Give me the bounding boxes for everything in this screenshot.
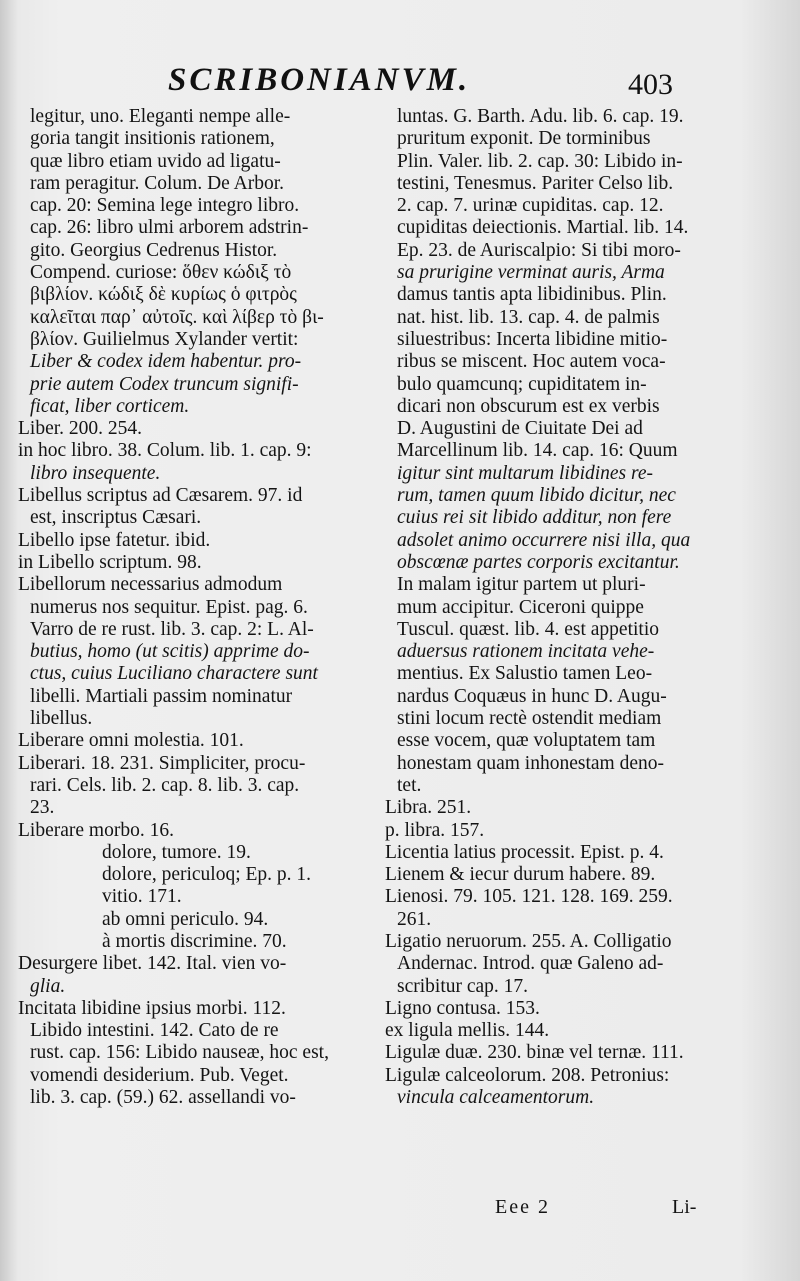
left-column-line: Incitata libidine ipsius morbi. 112.: [18, 997, 286, 1019]
right-column-line: vincula calceamentorum.: [397, 1087, 595, 1109]
right-column-line: nat. hist. lib. 13. cap. 4. de palmis: [397, 306, 660, 328]
right-column-line: Andernac. Introd. quæ Galeno ad-: [397, 953, 664, 975]
left-column-line: ficat, liber corticem.: [30, 395, 190, 417]
right-column-line: D. Augustini de Ciuitate Dei ad: [397, 418, 643, 440]
right-column-line: cuius rei sit libido additur, non fere: [397, 507, 672, 529]
left-column-line: ab omni periculo. 94.: [102, 908, 269, 930]
left-column-line: prie autem Codex truncum signifi-: [30, 373, 299, 395]
left-column-line: in Libello scriptum. 98.: [18, 551, 202, 573]
left-column-line: Liberare omni molestia. 101.: [18, 730, 244, 752]
left-column-line: libro insequente.: [30, 462, 161, 484]
right-column-line: mum accipitur. Ciceroni quippe: [397, 596, 644, 618]
right-column-line: siluestribus: Incerta libidine mitio-: [397, 328, 668, 350]
right-column-line: Ligulæ duæ. 230. binæ vel ternæ. 111.: [385, 1042, 684, 1064]
right-column-line: sa prurigine verminat auris, Arma: [397, 262, 665, 284]
right-column-line: ex ligula mellis. 144.: [385, 1020, 550, 1042]
left-column-line: Libello ipse fatetur. ibid.: [18, 529, 211, 551]
left-column-line: rari. Cels. lib. 2. cap. 8. lib. 3. cap.: [30, 774, 300, 796]
right-column-line: adsolet animo occurrere nisi illa, qua: [397, 529, 691, 551]
left-column-line: 23.: [30, 797, 55, 819]
left-column-line: Liberari. 18. 231. Simpliciter, procu-: [18, 752, 306, 774]
running-title: SCRIBONIANVM.: [168, 62, 471, 98]
right-column-line: 261.: [397, 908, 432, 930]
right-column-line: stini locum rectè ostendit mediam: [397, 708, 662, 730]
left-column-line: legitur, uno. Eleganti nempe alle-: [30, 106, 291, 127]
left-column-line: Liber. 200. 254.: [18, 418, 143, 440]
right-column-line: Ligulæ calceolorum. 208. Petronius:: [385, 1064, 670, 1086]
right-column-line: nardus Coquæus in hunc D. Augu-: [397, 685, 667, 707]
right-column-line: rum, tamen quum libido dicitur, nec: [397, 485, 676, 507]
left-column-line: Liber & codex idem habentur. pro-: [30, 351, 302, 373]
right-column-line: igitur sint multarum libidines re-: [397, 462, 654, 484]
right-column-line: scribitur cap. 17.: [397, 975, 529, 997]
catchword: Li-: [672, 1196, 697, 1218]
left-column-line: goria tangit insitionis rationem,: [30, 128, 275, 150]
left-column-line: est, inscriptus Cæsari.: [30, 507, 202, 529]
right-column-line: damus tantis apta libidinibus. Plin.: [397, 284, 667, 306]
left-column-line: gito. Georgius Cedrenus Histor.: [30, 239, 278, 261]
left-column-line: quæ libro etiam uvido ad ligatu-: [30, 150, 281, 172]
left-column-line: Compend. curiose: ὅθεν κώδιξ τὸ: [30, 262, 292, 284]
right-column-line: In malam igitur partem ut pluri-: [397, 574, 646, 596]
left-column-line: Libellus scriptus ad Cæsarem. 97. id: [18, 485, 303, 507]
left-column-line: ctus, cuius Luciliano charactere sunt: [30, 663, 318, 685]
right-column-line: esse vocem, quæ voluptatem tam: [397, 730, 656, 752]
left-column-line: dolore, tumore. 19.: [102, 841, 251, 863]
left-column-line: cap. 26: libro ulmi arborem adstrin-: [30, 217, 309, 239]
right-column-line: dicari non obscurum est ex verbis: [397, 395, 660, 417]
left-column-line: à mortis discrimine. 70.: [102, 930, 287, 952]
right-column-line: pruritum exponit. De torminibus: [397, 128, 651, 150]
right-column-line: obscœnæ partes corporis excitantur.: [397, 551, 680, 573]
left-column-line: libellus.: [30, 708, 93, 730]
left-column: [18, 106, 378, 1109]
left-column-line: βλίον. Guilielmus Xylander vertit:: [30, 328, 299, 350]
left-column-line: καλεῖται παρ᾽ αὐτοῖς. καὶ λίβερ τὸ βι-: [30, 306, 324, 328]
right-column-line: mentius. Ex Salustio tamen Leo-: [397, 663, 653, 685]
left-column-line: butius, homo (ut scitis) apprime do-: [30, 641, 310, 663]
left-column-line: numerus nos sequitur. Epist. pag. 6.: [30, 596, 308, 618]
right-column-line: Libra. 251.: [385, 797, 472, 819]
right-column-line: aduersus rationem incitata vehe-: [397, 641, 655, 663]
right-column-line: Ligno contusa. 153.: [385, 997, 540, 1019]
running-head: [0, 62, 800, 106]
left-column-line: dolore, periculoq; Ep. p. 1.: [102, 864, 312, 886]
right-column-line: honestam quam inhonestam deno-: [397, 752, 664, 774]
right-column-line: Tuscul. quæst. lib. 4. est appetitio: [397, 618, 660, 640]
left-column-line: lib. 3. cap. (59.) 62. assellandi vo-: [30, 1087, 296, 1109]
right-column-line: p. libra. 157.: [385, 819, 485, 841]
left-column-line: vitio. 171.: [102, 886, 182, 908]
right-column: [385, 106, 780, 1109]
page-footer: [0, 1196, 800, 1224]
left-column-line: ram peragitur. Colum. De Arbor.: [30, 172, 284, 194]
left-column-line: libelli. Martiali passim nominatur: [30, 685, 293, 707]
left-column-line: βιβλίον. κώδιξ δὲ κυρίως ὁ φιτρὸς: [30, 284, 297, 306]
right-column-line: cupiditas deiectionis. Martial. lib. 14.: [397, 217, 689, 239]
right-column-line: Lienem & iecur durum habere. 89.: [385, 864, 656, 886]
left-column-line: rust. cap. 156: Libido nauseæ, hoc est,: [30, 1042, 329, 1064]
left-column-line: vomendi desiderium. Pub. Veget.: [30, 1064, 289, 1086]
right-column-line: Lienosi. 79. 105. 121. 128. 169. 259.: [385, 886, 673, 908]
right-column-line: Marcellinum lib. 14. cap. 16: Quum: [397, 440, 678, 462]
left-column-line: glia.: [30, 975, 66, 997]
right-column-line: ribus se miscent. Hoc autem voca-: [397, 351, 666, 373]
right-column-line: Plin. Valer. lib. 2. cap. 30: Libido in-: [397, 150, 683, 172]
left-column-line: Desurgere libet. 142. Ital. vien vo-: [18, 953, 287, 975]
left-column-line: Liberare morbo. 16.: [18, 819, 174, 841]
left-column-line: Libido intestini. 142. Cato de re: [30, 1020, 279, 1042]
right-column-line: testini, Tenesmus. Pariter Celso lib.: [397, 172, 674, 194]
page-number: 403: [628, 68, 673, 101]
left-column-line: Varro de re rust. lib. 3. cap. 2: L. Al-: [30, 618, 314, 640]
signature-mark: Eee 2: [495, 1196, 550, 1218]
left-column-line: cap. 20: Semina lege integro libro.: [30, 195, 300, 217]
right-column-line: Licentia latius processit. Epist. p. 4.: [385, 841, 664, 863]
right-column-line: 2. cap. 7. urinæ cupiditas. cap. 12.: [397, 195, 664, 217]
right-column-line: tet.: [397, 774, 422, 796]
left-column-line: Libellorum necessarius admodum: [18, 574, 283, 596]
right-column-line: bulo quamcunq; cupiditatem in-: [397, 373, 647, 395]
right-column-line: Ligatio neruorum. 255. A. Colligatio: [385, 930, 672, 952]
right-column-line: luntas. G. Barth. Adu. lib. 6. cap. 19.: [397, 106, 684, 127]
left-column-line: in hoc libro. 38. Colum. lib. 1. cap. 9:: [18, 440, 312, 462]
right-column-line: Ep. 23. de Auriscalpio: Si tibi moro-: [397, 239, 681, 261]
